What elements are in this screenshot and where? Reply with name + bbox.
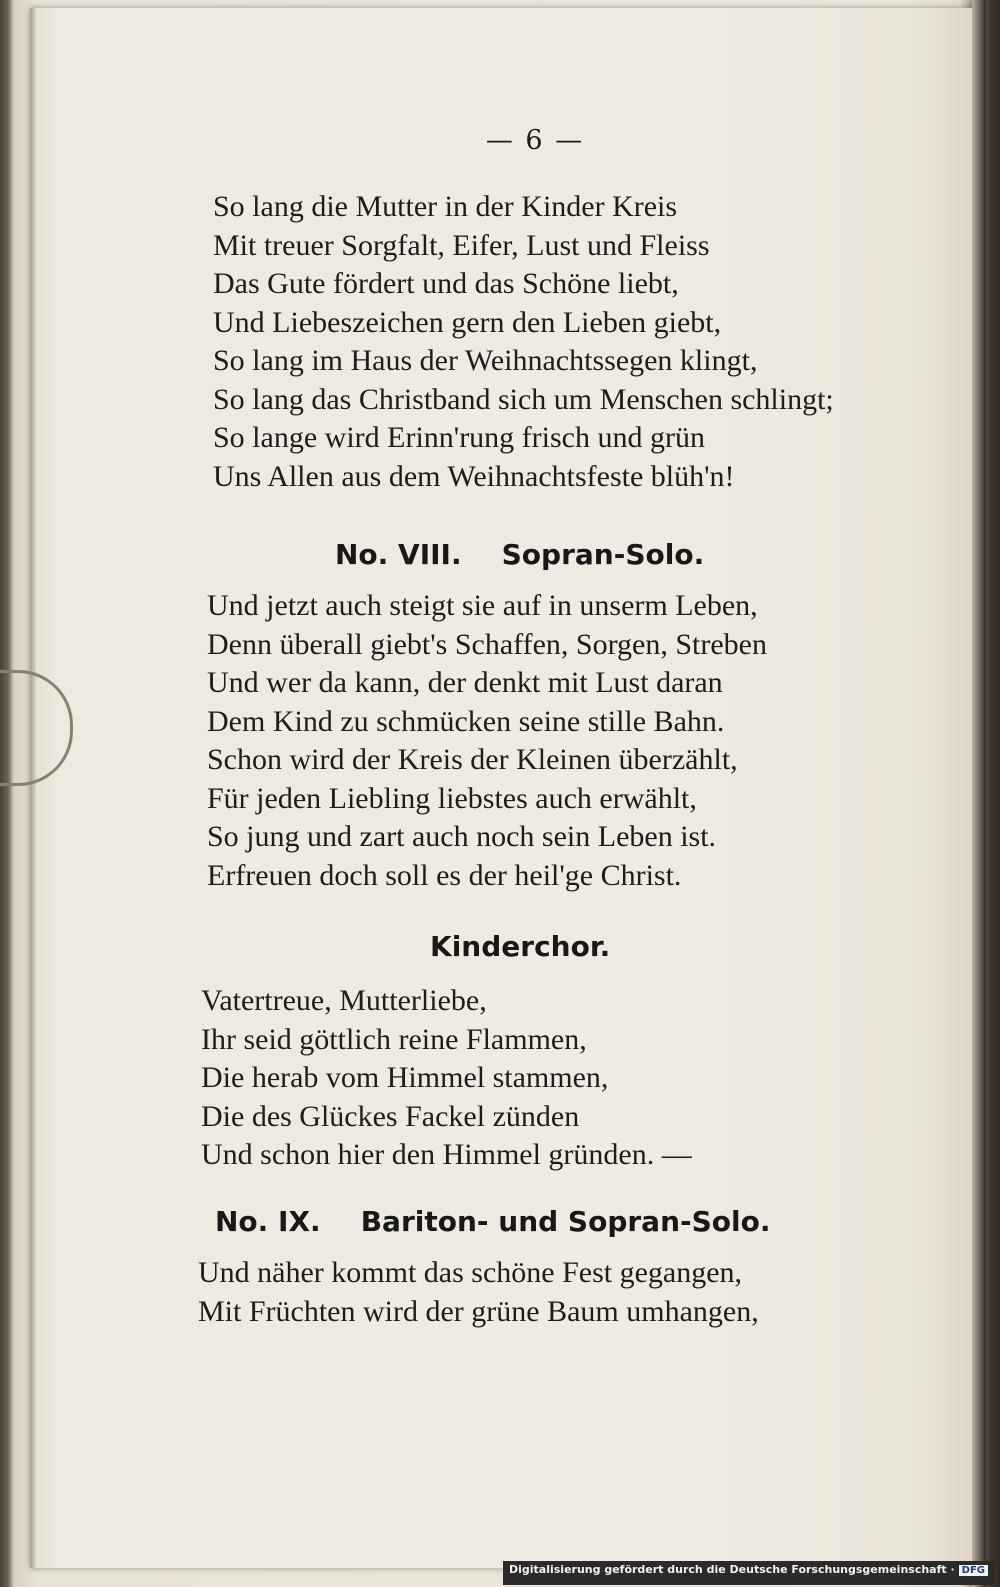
verse-line: Das Gute fördert und das Schöne liebt, bbox=[213, 267, 679, 300]
stanza-opening bbox=[213, 188, 834, 496]
section-number: No. IX. bbox=[215, 1205, 321, 1238]
stanza-kinderchor bbox=[201, 982, 692, 1175]
verse-line: Mit Früchten wird der grüne Baum umhangen, bbox=[198, 1294, 759, 1328]
verse-line: Ihr seid göttlich reine Flammen, bbox=[201, 1022, 587, 1056]
credit-text: Digitalisierung gefördert durch die Deutsche Forschungsgemeinschaft · bbox=[508, 1563, 955, 1576]
digitization-credit bbox=[503, 1561, 994, 1585]
section-title: Kinderchor. bbox=[430, 930, 611, 963]
verse-line: So lang das Christband sich um Menschen schlingt; bbox=[213, 382, 834, 416]
verse-line: Erfreuen doch soll es der heil'ge Christ. bbox=[207, 858, 682, 892]
verse-line: Dem Kind zu schmücken seine stille Bahn. bbox=[207, 704, 725, 738]
section-heading-kinderchor bbox=[430, 930, 610, 963]
verse-line: So lang die Mutter in der Kinder Kreis bbox=[213, 190, 678, 223]
page-spine-edge bbox=[30, 8, 36, 1568]
verse-line: Uns Allen aus dem Weihnachtsfeste blüh'n! bbox=[213, 459, 735, 493]
verse-line: Denn überall giebt's Schaffen, Sorgen, Streben bbox=[207, 627, 767, 661]
page-right-edge bbox=[972, 0, 986, 1587]
section-heading-ix bbox=[215, 1205, 771, 1238]
verse-line: Schon wird der Kreis der Kleinen überzählt, bbox=[207, 743, 738, 776]
verse-line: Für jeden Liebling liebstes auch erwählt, bbox=[207, 781, 697, 815]
dfg-logo: DFG bbox=[959, 1565, 988, 1576]
section-title: Sopran-Solo. bbox=[501, 538, 705, 571]
section-title: Bariton- und Sopran-Solo. bbox=[360, 1205, 771, 1238]
verse-line: Und wer da kann, der denkt mit Lust daran bbox=[207, 666, 723, 699]
verse-line: Mit treuer Sorgfalt, Eifer, Lust und Fleiss bbox=[213, 228, 710, 262]
stanza-sopran-solo bbox=[207, 587, 767, 895]
stanza-bariton-sopran bbox=[198, 1254, 759, 1331]
verse-line: So lange wird Erinn'rung frisch und grün bbox=[213, 421, 705, 454]
verse-line: Und näher kommt das schöne Fest gegangen, bbox=[198, 1256, 743, 1289]
verse-line: Vatertreue, Mutterliebe, bbox=[201, 984, 487, 1017]
page-number: — 6 — bbox=[485, 125, 585, 156]
section-number: No. VIII. bbox=[335, 538, 462, 571]
verse-line: Die des Glückes Fackel zünden bbox=[201, 1099, 580, 1133]
verse-line: So lang im Haus der Weihnachtssegen klingt, bbox=[213, 344, 758, 377]
verse-line: So jung und zart auch noch sein Leben ist. bbox=[207, 820, 717, 853]
verse-line: Und schon hier den Himmel gründen. — bbox=[201, 1138, 692, 1171]
verse-line: Und jetzt auch steigt sie auf in unserm Leben, bbox=[207, 589, 758, 622]
verse-line: Die herab vom Himmel stammen, bbox=[201, 1061, 609, 1094]
section-heading-viii bbox=[335, 538, 704, 571]
verse-line: Und Liebeszeichen gern den Lieben giebt, bbox=[213, 305, 722, 339]
